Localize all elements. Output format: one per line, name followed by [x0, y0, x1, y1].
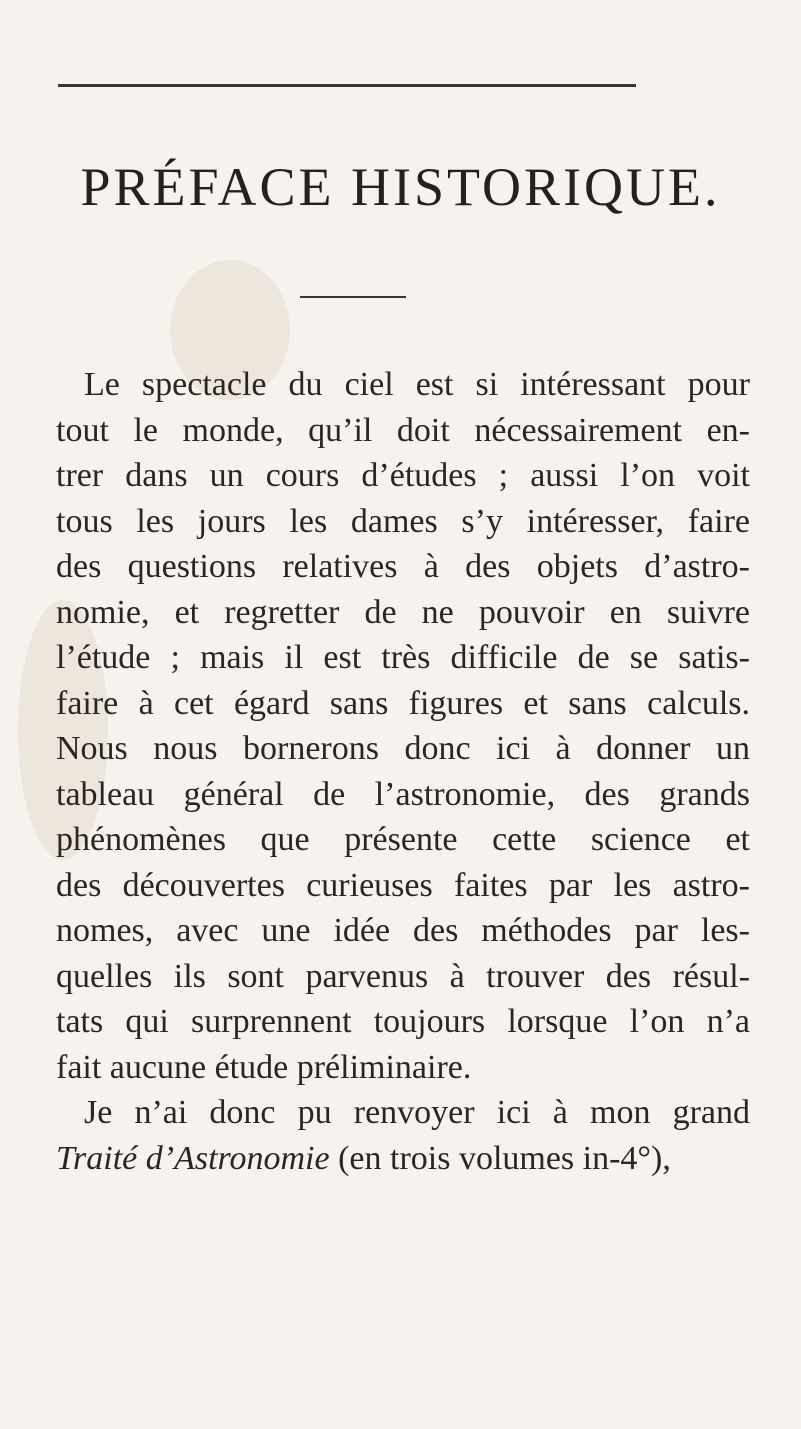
text-line: fait aucune étude préliminaire. — [56, 1048, 472, 1086]
text-span: (en trois volumes in-4°), — [329, 1139, 671, 1177]
text-line: l’étude ; mais il est très difficile de se satis- — [56, 639, 750, 676]
text-line: trer dans un cours d’études ; aussi l’on voit — [56, 457, 750, 494]
text-line: des questions relatives à des objets d’astro- — [56, 548, 750, 585]
book-title: Traité d’Astronomie — [56, 1139, 330, 1177]
text-line: tableau général de l’astronomie, des grands — [56, 775, 750, 813]
text-line: tout le monde, qu’il doit nécessairement en- — [56, 411, 750, 449]
text-line: nomie, et regretter de ne pouvoir en suivre — [56, 593, 750, 631]
body-text — [56, 362, 750, 1181]
text-line: Nous nous bornerons donc ici à donner un — [56, 730, 750, 767]
text-line: tats qui surprennent toujours lorsque l’on n’a — [56, 1003, 750, 1040]
text-line: quelles ils sont parvenus à trouver des résul- — [56, 957, 750, 995]
text-line: des découvertes curieuses faites par les astro- — [56, 866, 750, 904]
text-line — [56, 1136, 750, 1182]
text-line: Le spectacle du ciel est si intéressant pour — [84, 366, 750, 403]
text-line: Je n’ai donc pu renvoyer ici à mon grand — [84, 1094, 750, 1131]
text-line: tous les jours les dames s’y intéresser, faire — [56, 502, 750, 540]
text-line: phénomènes que présente cette science et — [56, 821, 750, 858]
title-divider — [300, 296, 406, 298]
text-line: nomes, avec une idée des méthodes par les- — [56, 912, 750, 949]
text-line: faire à cet égard sans figures et sans calculs. — [56, 684, 750, 722]
page-title: PRÉFACE HISTORIQUE. — [80, 157, 721, 217]
top-rule — [58, 84, 636, 87]
